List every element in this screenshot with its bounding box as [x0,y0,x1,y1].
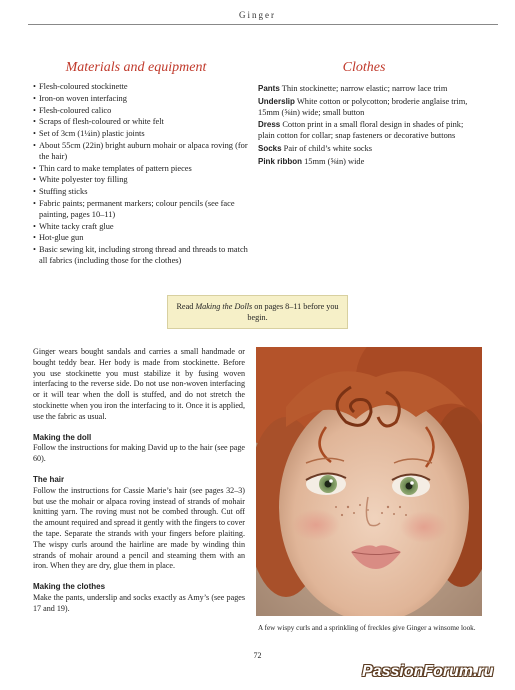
doll-face-illustration [256,347,482,616]
clothes-item-text: Thin stockinette; narrow elastic; narrow lace trim [281,84,448,93]
materials-item: • Fabric paints; permanent markers; colour pencils (see face painting, pages 10–11) [33,199,251,221]
page-number: 72 [253,651,262,660]
clothes-item-text: White cotton or polycotton; broderie anglaise trim, 15mm (⅝in) wide; small button [258,96,468,117]
clothes-item [258,84,480,95]
clothes-title: Clothes [342,60,386,75]
callout-prefix: Read [176,302,196,311]
section-text: Make the pants, underslip and socks exactly as Amy’s (see pages 17 and 19). [33,592,245,613]
section-text: Follow the instructions for Cassie Marie’s hair (see pages 32–3) but use the mohair or alpaca roving instead of strands of mohair knitting yarn. The roving must not be combed through. Cut off the amount required and spread it gently with the fingers to cover the tape. Separate the strands with your fingers before plaiting. The wispy curls around the hairline are made by winding thin strands of mohair around a pencil and steaming them with an iron. When they are dry, glue them in place. [33,485,245,571]
callout-book-title: Making the Dolls [195,302,253,311]
clothes-item [258,97,480,119]
section-heading: Making the doll [33,432,92,442]
materials-item: • Flesh-coloured calico [33,106,251,117]
clothes-item [258,144,480,155]
clothes-item-label: Underslip [258,96,295,106]
section-heading: Making the clothes [33,582,106,592]
materials-item: • Hot-glue gun [33,233,251,244]
callout-suffix: on pages 8–11 before you begin. [247,302,339,322]
header-rule [28,24,498,25]
clothes-item-label: Pink ribbon [258,156,302,166]
clothes-item-label: Socks [258,143,282,153]
clothes-item-text: 15mm (⅝in) wide [304,156,365,166]
materials-item: • Scraps of flesh-coloured or white felt [33,117,251,128]
clothes-item-label: Dress [258,120,281,130]
read-first-callout [167,295,348,329]
materials-item: • Iron-on woven interfacing [33,94,251,105]
section-text: Follow the instructions for making David up to the hair (see page 60). [33,443,245,464]
clothes-item-text: Cotton print in a small floral design in shades of pink; plain cotton for collar; snap fasteners or decorative buttons [258,120,464,141]
instructions-text [33,347,245,625]
clothes-item-label: Pants [258,84,280,93]
instruction-section [33,433,245,465]
materials-item: • About 55cm (22in) bright auburn mohair or alpaca roving (for the hair) [33,141,251,163]
materials-item: • White polyester toy filling [33,175,251,186]
materials-item: • Flesh-coloured stockinette [33,82,251,93]
intro-paragraph: Ginger wears bought sandals and carries a small handmade or bought teddy bear. Her body is made from stockinette. Before you use stockinette you must stabilize it by fusing woven interfacing to the reverse side. Do not use non-woven interfacing or it will tear when the doll is stuffed, and do not stretch the stockinette when you iron the interfacing to it. Once it is applied, use the fabric as usual. [33,347,245,421]
materials-item: • Thin card to make templates of pattern pieces [33,164,251,175]
materials-title: Materials and equipment [65,60,207,75]
clothes-item [258,120,480,142]
materials-item: • Set of 3cm (1¼in) plastic joints [33,129,251,140]
doll-face-photo [256,347,482,616]
section-heading: The hair [33,474,65,484]
clothes-list [258,84,480,170]
materials-item: • Basic sewing kit, including strong thread and threads to match all fabrics (including those for the clothes) [33,245,251,267]
clothes-item [258,157,480,168]
watermark: PassionForum.ru [362,663,494,680]
materials-list [33,82,251,268]
running-head: Ginger [239,10,276,20]
materials-item: • Stuffing sticks [33,187,251,198]
instruction-section [33,475,245,572]
photo-caption: A few wispy curls and a sprinkling of freckles give Ginger a winsome look. [258,624,476,632]
materials-item: • White tacky craft glue [33,222,251,233]
clothes-item-text: Pair of child’s white socks [283,143,373,153]
instruction-section [33,582,245,614]
